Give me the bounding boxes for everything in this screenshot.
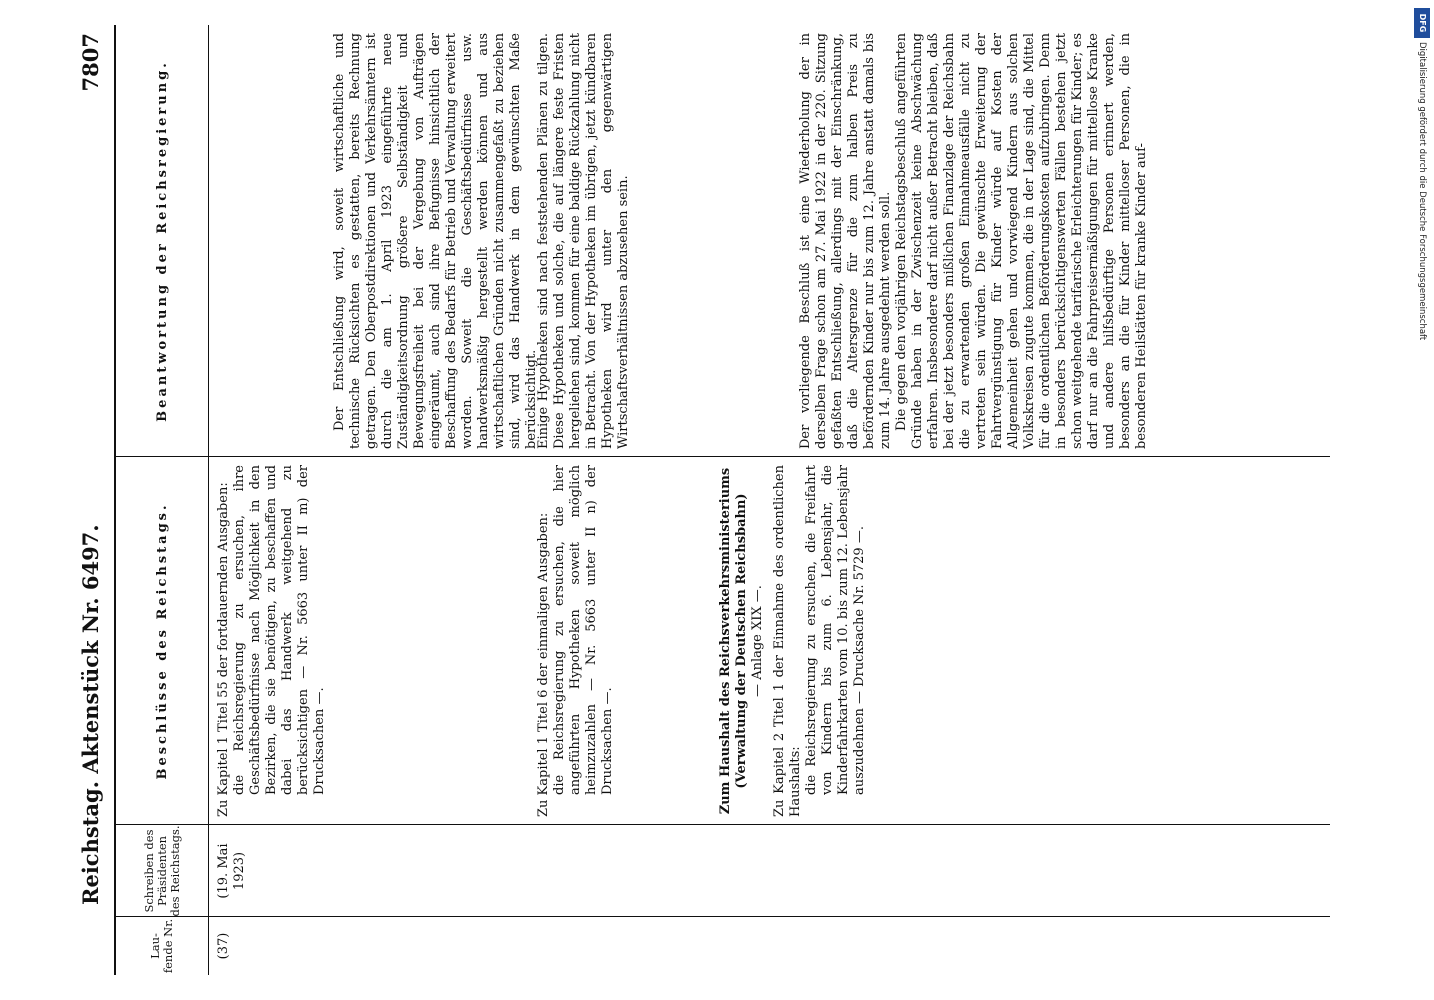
beschluss-body: die Reichsregierung zu ersuchen, ihre Geschäftsbedürfnisse nach Möglichkeit in den Bezirken, die sie benötigen, zu beschaffen und dabei das Handwerk weitgehend zu berücksichtigen — Nr. 5663 unter II m) der Drucksachen —. <box>232 465 327 795</box>
beschluss-entry-1 <box>216 465 328 817</box>
header-divider <box>208 25 209 975</box>
beschluss-intro: Zu Kapitel 2 Titel 1 der Einnahme des ordentlichen Haushalts: <box>772 465 803 817</box>
column-header-schreiben-text: Schreiben des Präsidenten des Reichstags. <box>141 825 182 917</box>
antwort-text: Einige Hypotheken sind nach feststehenden Plänen zu tilgen. Diese Hypotheken und solche, die auf längere feste Fristen hergeliehen sind, kommen für eine baldige Rückzahlung nicht in Betracht. Von der Hypotheken im übrigen, jetzt kündbaren Hypotheken wird unter den gegenwärtigen Wirtschaftsverhältnissen abzusehen sein. <box>536 33 631 449</box>
column-header-beantwortung <box>116 25 208 457</box>
column-header-beschluesse <box>116 457 208 825</box>
running-head <box>70 25 110 975</box>
column-divider <box>116 824 1330 825</box>
column-header-laufende-nr <box>116 917 208 975</box>
beschluss-entry-2 <box>536 465 616 817</box>
antwort-entry-2 <box>536 33 632 449</box>
antwort-paragraph-2: Die gegen den vorjährigen Reichstagsbeschluß angeführten Gründe haben in der Zwischenzeit keine Abschwächung erfahren. Insbesondere darf nicht außer Betracht bleiben, daß bei der jetzt besonders mißlichen Finanzlage der Reichsbahn die zu erwartenden großen Einnahmeausfälle nicht zu vertreten sein würden. Die gewünschte Erweiterung der Fahrtvergünstigung für Kinder würde auf Kosten der Allgemeinheit gehen und vorwiegend Kindern aus solchen Volkskreisen zugute kommen, die in der Lage sind, die Mittel für die ordentlichen Beförderungskosten aufzubringen. Denn in besonders berücksichtigenswerten Fällen bestehen jetzt schon weitgehende tarifarische Erleichterungen für Kinder; es darf nur an die Fahrpreisermäßigungen für mittellose Kranke und andere hilfsbedürftige Personen erinnert werden, besonders an die für Kinder mittelloser Personen, die in besonderen Heilstätten für kranke Kinder auf- <box>894 33 1149 449</box>
section-subheading: — Anlage XIX —. <box>750 585 765 697</box>
dfg-logo <box>1414 8 1430 38</box>
column-header-schreiben <box>116 825 208 917</box>
column-header-beschluesse-text: Beschlüsse des Reichstags. <box>154 502 170 780</box>
beschluss-intro: Zu Kapitel 1 Titel 6 der einmaligen Ausgaben: <box>536 512 551 817</box>
column-divider <box>116 456 1330 457</box>
column-header-laufende-nr-text: Lau- fende Nr. <box>148 918 175 974</box>
digitization-credit-text: Digitalisierung gefördert durch die Deutsche Forschungsgemeinschaft <box>1417 42 1427 341</box>
column-divider <box>116 916 1330 917</box>
page-number: 7807 <box>78 33 103 92</box>
beschluss-intro: Zu Kapitel 1 Titel 55 der fortdauernden Ausgaben: <box>216 482 231 817</box>
column-header-beantwortung-text: Beantwortung der Reichsregierung. <box>154 60 170 422</box>
antwort-entry-3 <box>798 33 1150 449</box>
beschluss-body: die Reichsregierung zu ersuchen, die hier angeführten Hypotheken soweit möglich heimzuzahlen — Nr. 5663 unter II n) der Drucksachen —. <box>552 465 615 795</box>
dfg-logo-text: DFG <box>1418 13 1427 33</box>
antwort-paragraph-1: Der vorliegende Beschluß ist eine Wiederholung der in derselben Frage schon am 27. Mai 1922 in der 220. Sitzung gefaßten Entschließung, allerdings mit der Einschränkung, daß die Altersgrenze für die zum halben Preis zu befördernden Kinder nur bis zum 12. Jahre anstatt damals bis zum 14. Jahre ausgedehnt werden soll. <box>798 33 893 449</box>
section-heading: Zum Haushalt des Reichsverkehrsministeriums (Verwaltung der Deutschen Reichsbahn) <box>718 467 749 815</box>
row-number: (37) <box>216 932 231 960</box>
antwort-text: Der Entschließung wird, soweit wirtschaftliche und technische Rücksichten es gestatten, bereits Rechnung getragen. Den Oberpostdirektionen und Verkehrsämtern ist durch die am 1. April 1923 eingeführte neue Zuständigkeitsordnung größere Selbständigkeit und Bewegungsfreiheit bei der Vergebung von Aufträgen eingeräumt, auch sind ihre Befugnisse hinsichtlich der Beschaffung des Bedarfs für Betrieb und Verwaltung erweitert worden. Soweit die Geschäftsbedürfnisse usw. handwerksmäßig hergestellt werden können und aus wirtschaftlichen Gründen nicht zusammengefaßt zu beziehen sind, wird das Handwerk in dem gewünschten Maße berücksichtigt. <box>332 33 539 449</box>
antwort-entry-1 <box>332 33 540 449</box>
beschluss-entry-3 <box>718 465 868 817</box>
running-head-title: Reichstag. Aktenstück Nr. 6497. <box>78 524 103 905</box>
rotated-document-page <box>70 25 1330 975</box>
digitization-credit <box>1415 42 1429 427</box>
beschluss-body: die Reichsregierung zu ersuchen, die Freifahrt von Kindern bis zum 6. Lebensjahr, die Kinderfahrkarten vom 10. bis zum 12. Lebensjahr auszudehnen — Drucksache Nr. 5729 —. <box>804 465 867 795</box>
row-date: (19. Mai 1923) <box>216 843 247 899</box>
